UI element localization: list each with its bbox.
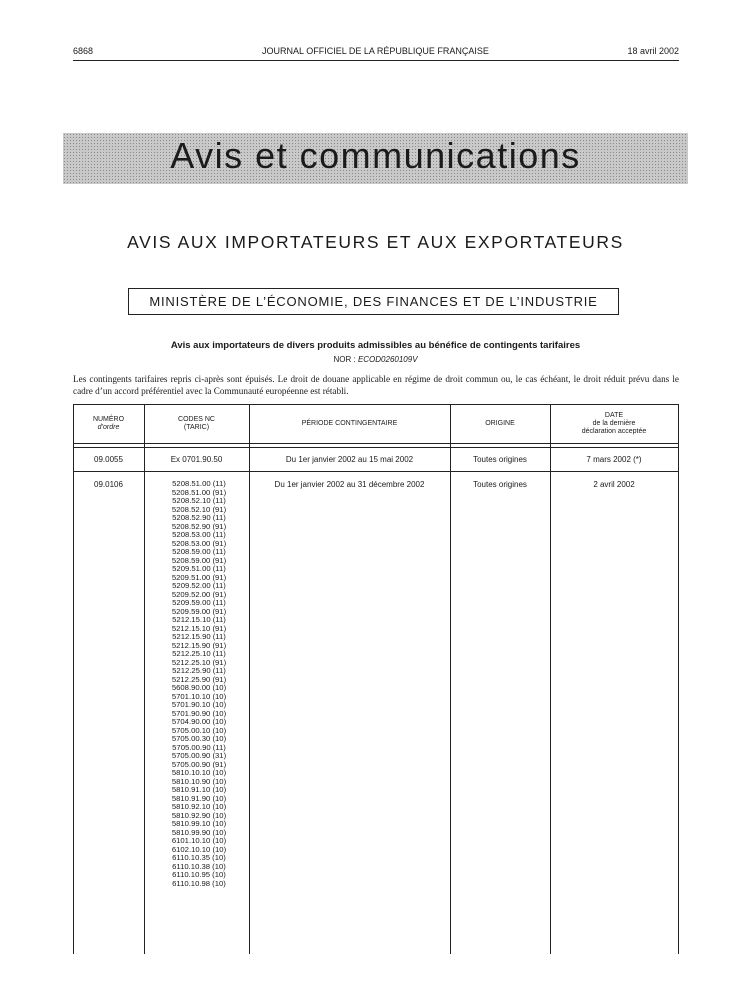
nc-code-item: 5209.52.00 (11)	[172, 581, 226, 590]
section-title: AVIS AUX IMPORTATEURS ET AUX EXPORTATEURS	[127, 232, 624, 252]
nor-reference	[0, 355, 751, 364]
nc-code-item: 5208.53.00 (91)	[171, 538, 227, 548]
header-codes-label: CODES NC	[178, 416, 215, 423]
header-codes	[144, 416, 249, 432]
header-date-line3: déclaration acceptée	[581, 428, 647, 435]
nc-code-item: 5705.00.90 (31)	[171, 751, 227, 760]
nc-code-item: 5209.59.00 (11)	[172, 598, 226, 607]
nc-code-item: 5208.52.90 (11)	[172, 513, 226, 522]
nc-code-item: 5212.25.10 (91)	[171, 657, 227, 667]
band-title: Avis et communications	[170, 135, 581, 176]
row1-codes: Ex 0701.90.50	[170, 455, 223, 464]
header-codes-sub: (TARIC)	[183, 424, 210, 431]
nc-code-item: 5212.15.10 (91)	[171, 623, 227, 633]
nc-code-item: 5810.92.90 (10)	[171, 810, 227, 820]
row2-codes-list	[158, 480, 240, 888]
nc-code-item: 5705.00.10 (10)	[171, 725, 227, 735]
nc-code-item: 5810.91.90 (10)	[171, 793, 227, 803]
nc-code-item: 6102.10.10 (10)	[171, 844, 227, 854]
header-origine	[450, 420, 550, 428]
col-divider-1	[144, 404, 145, 954]
nc-code-item: 5212.15.90 (11)	[172, 632, 226, 641]
nc-code-item: 5208.51.00 (91)	[171, 487, 227, 497]
nc-code-item: 5212.25.10 (11)	[172, 649, 226, 658]
nc-code-item: 5701.90.90 (10)	[171, 708, 227, 718]
nc-code-item: 5212.25.90 (91)	[171, 674, 227, 684]
header-periode-label: PÉRIODE CONTINGENTAIRE	[301, 420, 398, 427]
header-numero-label: NUMÉRO	[92, 416, 125, 423]
issue-date: 18 avril 2002	[627, 46, 679, 56]
nc-code-item: 5810.10.10 (10)	[171, 768, 227, 777]
nc-code-item: 5212.25.90 (11)	[172, 666, 226, 675]
nc-code-item: 5208.59.00 (91)	[171, 555, 227, 565]
row1-periode: Du 1er janvier 2002 au 15 mai 2002	[285, 455, 414, 464]
header-date-line2: de la dernière	[592, 420, 636, 427]
page-number: 6868	[73, 46, 94, 56]
quota-table	[73, 404, 679, 954]
nc-code-item: 5810.99.10 (10)	[171, 819, 227, 828]
nor-label: NOR :	[333, 355, 356, 364]
nc-code-item: 5209.51.00 (11)	[172, 564, 226, 573]
nc-code-item: 5705.00.90 (11)	[172, 742, 226, 752]
table-top-border	[73, 404, 679, 405]
nc-code-item: 5701.10.10 (10)	[171, 691, 227, 701]
nc-code-item: 6110.10.38 (10)	[172, 861, 226, 871]
ministry-box: MINISTÈRE DE L’ÉCONOMIE, DES FINANCES ET DE L’INDUSTRIE	[128, 288, 619, 315]
row2-numero: 09.0106	[94, 480, 123, 489]
nc-code-item: 5212.15.90 (91)	[171, 640, 227, 650]
nc-code-item: 5208.51.00 (11)	[172, 479, 226, 488]
header-date	[550, 412, 678, 436]
header-double-border	[73, 447, 679, 448]
nc-code-item: 5705.00.30 (10)	[171, 734, 227, 743]
row1-numero: 09.0055	[94, 455, 123, 464]
row2-date: 2 avril 2002	[593, 480, 635, 489]
nc-code-item: 6101.10.10 (10)	[171, 836, 227, 845]
nc-code-item: 5212.15.10 (11)	[172, 615, 226, 624]
nc-code-item: 5209.51.00 (91)	[171, 572, 227, 582]
row2-periode: Du 1er janvier 2002 au 31 décembre 2002	[274, 480, 425, 489]
nc-code-item: 5208.53.00 (11)	[172, 530, 226, 539]
nc-code-item: 5209.59.00 (91)	[171, 606, 227, 616]
nc-code-item: 5209.52.00 (91)	[171, 589, 227, 599]
notice-intro: Les contingents tarifaires repris ci-après sont épuisés. Le droit de douane applicable en régime de droit commun ou, le cas échéant, le droit réduit prévu dans le cadre d’un accord préférentiel avec la Communauté européenne est rétabli.	[73, 374, 679, 396]
nc-code-item: 5810.99.90 (10)	[171, 827, 227, 837]
notice-title: Avis aux importateurs de divers produits admissibles au bénéfice de contingents tarifaires	[170, 340, 581, 351]
nc-code-item: 5810.10.90 (10)	[171, 776, 227, 786]
header-numero-sub: d’ordre	[97, 424, 120, 431]
header-rule	[73, 60, 679, 61]
nc-code-item: 6110.10.95 (10)	[172, 870, 226, 879]
header-bottom-border	[73, 443, 679, 444]
nc-code-item: 5704.90.00 (10)	[171, 717, 227, 726]
journal-title: JOURNAL OFFICIEL DE LA RÉPUBLIQUE FRANÇAISE	[262, 46, 489, 56]
row1-origine: Toutes origines	[473, 455, 527, 464]
header-origine-label: ORIGINE	[485, 420, 515, 427]
nc-code-item: 6110.10.35 (10)	[172, 853, 226, 862]
nc-code-item: 5810.92.10 (10)	[171, 802, 227, 811]
header-periode	[249, 420, 450, 428]
header-date-line1: DATE	[604, 412, 624, 419]
header-numero	[73, 416, 144, 432]
table-right-border	[678, 404, 679, 954]
nc-code-item: 5208.59.00 (11)	[172, 547, 226, 556]
row1-date: 7 mars 2002 (*)	[586, 455, 642, 464]
nc-code-item: 5208.52.10 (11)	[172, 496, 226, 505]
nc-code-item: 5608.90.00 (10)	[171, 683, 227, 692]
nc-code-item: 5810.91.10 (10)	[171, 785, 227, 794]
nc-code-item: 5208.52.10 (91)	[171, 504, 227, 514]
nc-code-item: 5705.00.90 (91)	[171, 759, 227, 769]
nc-code-item: 5701.90.10 (10)	[171, 700, 227, 709]
nc-code-item: 6110.10.98 (10)	[172, 878, 226, 888]
nc-code-item: 5208.52.90 (91)	[171, 521, 227, 531]
nor-code: ECOD0260109V	[357, 355, 418, 364]
row-divider	[73, 471, 679, 472]
row2-origine: Toutes origines	[473, 480, 527, 489]
section-band	[63, 133, 688, 184]
